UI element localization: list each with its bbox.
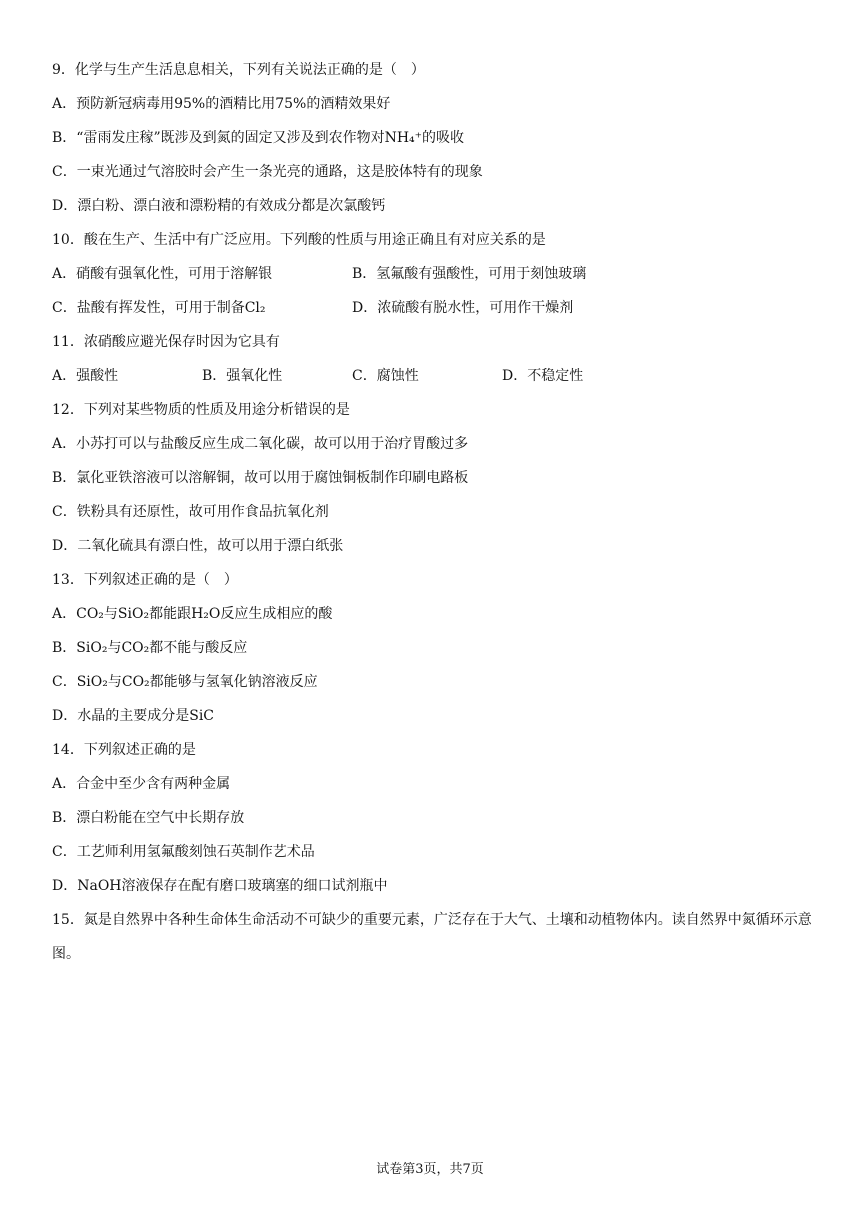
question-12-option-d: D．二氧化硫具有漂白性，故可以用于漂白纸张 [52, 538, 344, 554]
question-14-stem: 14．下列叙述正确的是 [52, 742, 196, 758]
question-9-option-a: A．预防新冠病毒用95%的酒精比用75%的酒精效果好 [52, 96, 391, 112]
question-13-option-d: D．水晶的主要成分是SiC [52, 708, 215, 724]
question-14-option-a: A．合金中至少含有两种金属 [52, 776, 231, 792]
question-11-stem: 11．浓硝酸应避光保存时因为它具有 [52, 334, 280, 350]
question-11-option-a: A．强酸性 [52, 368, 119, 384]
question-9-option-c: C．一束光通过气溶胶时会产生一条光亮的通路，这是胶体特有的现象 [52, 164, 483, 180]
question-9-option-b: B．“雷雨发庄稼”既涉及到氮的固定又涉及到农作物对NH₄⁺的吸收 [52, 130, 465, 146]
question-14-option-c: C．工艺师利用氢氟酸刻蚀石英制作艺术品 [52, 844, 315, 860]
question-12-option-c: C．铁粉具有还原性，故可用作食品抗氧化剂 [52, 504, 329, 520]
question-14-option-d: D．NaOH溶液保存在配有磨口玻璃塞的细口试剂瓶中 [52, 878, 388, 894]
question-10-option-b: B．氢氟酸有强酸性，可用于刻蚀玻璃 [352, 266, 587, 282]
question-10-option-c: C．盐酸有挥发性，可用于制备Cl₂ [52, 300, 266, 316]
question-9-option-d: D．漂白粉、漂白液和漂粉精的有效成分都是次氯酸钙 [52, 198, 386, 214]
question-14-option-b: B．漂白粉能在空气中长期存放 [52, 810, 245, 826]
question-13-stem: 13．下列叙述正确的是（ ） [52, 572, 238, 588]
question-13-option-c: C．SiO₂与CO₂都能够与氢氧化钠溶液反应 [52, 674, 318, 690]
question-12-option-a: A．小苏打可以与盐酸反应生成二氧化碳，故可以用于治疗胃酸过多 [52, 436, 469, 452]
question-11-option-b: B．强氧化性 [202, 368, 283, 384]
question-10-stem: 10．酸在生产、生活中有广泛应用。下列酸的性质与用途正确且有对应关系的是 [52, 232, 546, 248]
question-11-option-d: D．不稳定性 [502, 368, 584, 384]
page-footer: 试卷第3页，共7页 [376, 1162, 484, 1177]
question-12-stem: 12．下列对某些物质的性质及用途分析错误的是 [52, 402, 350, 418]
question-10-option-a: A．硝酸有强氧化性，可用于溶解银 [52, 266, 273, 282]
question-9-stem: 9．化学与生产生活息息相关，下列有关说法正确的是（ ） [52, 62, 425, 78]
question-11-option-c: C．腐蚀性 [352, 368, 419, 384]
question-13-option-a: A．CO₂与SiO₂都能跟H₂O反应生成相应的酸 [52, 606, 333, 622]
question-13-option-b: B．SiO₂与CO₂都不能与酸反应 [52, 640, 248, 656]
question-12-option-b: B．氯化亚铁溶液可以溶解铜，故可以用于腐蚀铜板制作印刷电路板 [52, 470, 469, 486]
question-10-option-d: D．浓硫酸有脱水性，可用作干燥剂 [352, 300, 574, 316]
question-15-stem: 15．氮是自然界中各种生命体生命活动不可缺少的重要元素，广泛存在于大气、土壤和动植物体内。读自然界中氮循环示意图。 [52, 912, 812, 962]
